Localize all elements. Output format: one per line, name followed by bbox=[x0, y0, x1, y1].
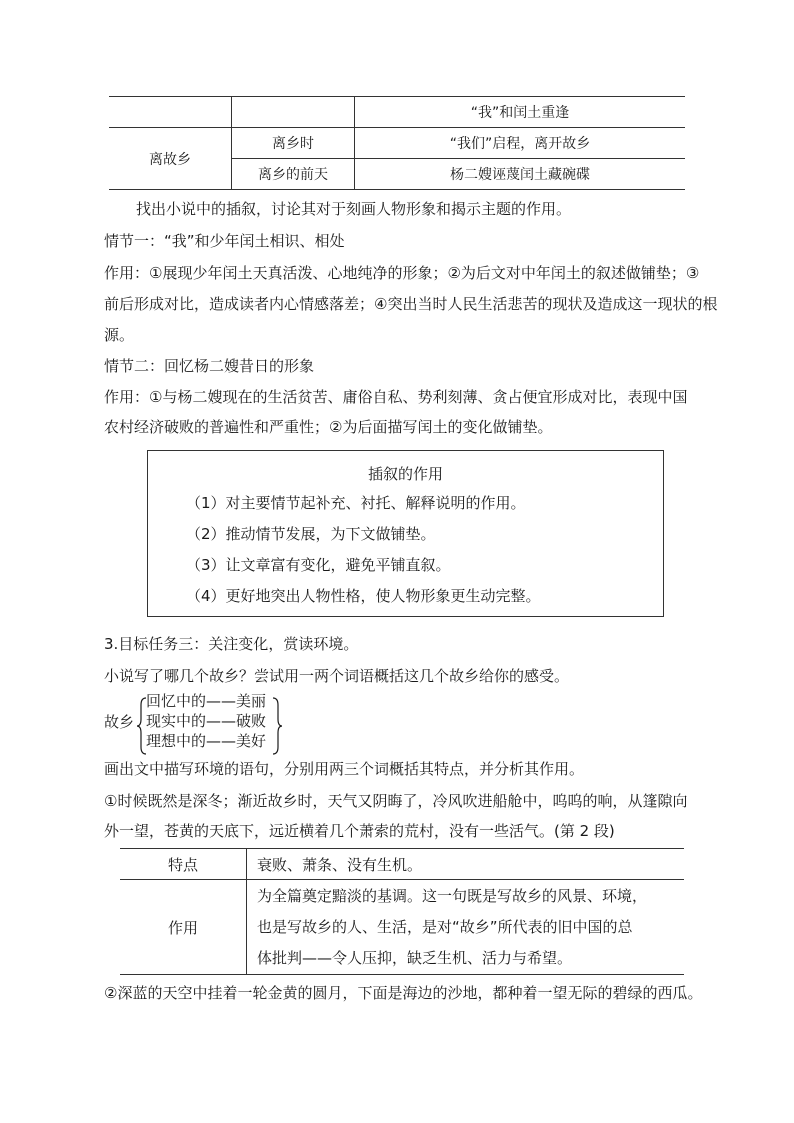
question-one: 小说写了哪几个故乡？尝试用一两个词语概括这几个故乡给你的感受。 bbox=[104, 667, 570, 685]
plot-one-effect-line: 前后形成对比，造成读者内心情感落差；④突出当时人民生活悲苦的现状及造成这一现状的根 bbox=[104, 295, 718, 313]
effect-line: 体批判——令人压抑，缺乏生机、活力与希望。 bbox=[257, 948, 573, 967]
hometown-reality: 现实中的——破败 bbox=[146, 712, 267, 730]
plot-two-effect-line: 农村经济破败的普遍性和严重性；②为后面描写闰土的变化做铺垫。 bbox=[104, 418, 553, 436]
hometown-memory: 回忆中的——美丽 bbox=[146, 692, 267, 710]
table-cell: 离乡时 bbox=[232, 128, 355, 159]
table-cell-label: 作用 bbox=[120, 880, 247, 975]
table-cell bbox=[232, 97, 355, 128]
box-item: （2）推动情节发展，为下文做铺垫。 bbox=[186, 525, 436, 543]
question-two: 画出文中描写环境的语句，分别用两三个词概括其特点，并分析其作用。 bbox=[104, 760, 585, 778]
quote-two: ②深蓝的天空中挂着一轮金黄的圆月，下面是海边的沙地，都种着一望无际的碧绿的西瓜。 bbox=[104, 984, 703, 1002]
environment-analysis-table bbox=[120, 848, 684, 975]
box-item: （3）让文章富有变化，避免平铺直叙。 bbox=[186, 556, 451, 574]
effect-line: 为全篇奠定黯淡的基调。这一句既是写故乡的风景、环境， bbox=[257, 886, 648, 905]
plot-one-effect-line: 源。 bbox=[104, 326, 135, 344]
table-cell: “我们”启程，离开故乡 bbox=[355, 128, 686, 159]
table-row bbox=[120, 880, 684, 975]
table-row bbox=[109, 97, 685, 128]
hometown-ideal: 理想中的——美好 bbox=[146, 732, 267, 750]
table-row bbox=[120, 849, 684, 880]
table-row bbox=[109, 128, 685, 159]
quote-one-line: ①时候既然是深冬；渐近故乡时，天气又阴晦了，冷风吹进船舱中，呜呜的响，从篷隙向 bbox=[104, 792, 688, 810]
table-cell bbox=[247, 880, 685, 975]
plot-one-heading: 情节一：“我”和少年闰土相识、相处 bbox=[104, 232, 345, 250]
table-cell-label: 特点 bbox=[120, 849, 247, 880]
table-cell: 衰败、萧条、没有生机。 bbox=[247, 849, 685, 880]
guxiang-label: 故乡 bbox=[104, 713, 135, 731]
plot-two-effect-line: 作用：①与杨二嫂现在的生活贫苦、庸俗自私、势利刻薄、贪占便宜形成对比，表现中国 bbox=[104, 388, 688, 406]
task-three-heading: 3.目标任务三：关注变化，赏读环境。 bbox=[104, 635, 359, 653]
table-cell: “我”和闰土重逢 bbox=[355, 97, 686, 128]
right-brace-icon bbox=[272, 697, 282, 755]
plot-structure-table bbox=[109, 96, 685, 190]
plot-two-heading: 情节二：回忆杨二嫂昔日的形象 bbox=[104, 357, 315, 375]
plot-one-effect-line: 作用：①展现少年闰土天真活泼、心地纯净的形象；②为后文对中年闰土的叙述做铺垫；③ bbox=[104, 264, 700, 282]
quote-one-line: 外一望，苍黄的天底下，远近横着几个萧索的荒村，没有一些活气。(第 2 段) bbox=[104, 822, 615, 840]
box-item: （4）更好地突出人物性格，使人物形象更生动完整。 bbox=[186, 587, 541, 605]
table-cell bbox=[109, 97, 232, 128]
table-cell: 杨二嫂诬蔑闰土藏碗碟 bbox=[355, 159, 686, 190]
table-cell-section: 离故乡 bbox=[109, 128, 232, 190]
box-title: 插叙的作用 bbox=[367, 465, 443, 483]
effect-line: 也是写故乡的人、生活，是对“故乡”所代表的旧中国的总 bbox=[257, 917, 633, 936]
task-insert-narration: 找出小说中的插叙，讨论其对于刻画人物形象和揭示主题的作用。 bbox=[136, 200, 572, 218]
table-cell: 离乡的前天 bbox=[232, 159, 355, 190]
box-item: （1）对主要情节起补充、衬托、解释说明的作用。 bbox=[186, 494, 526, 512]
insert-narration-function-box bbox=[147, 450, 664, 617]
